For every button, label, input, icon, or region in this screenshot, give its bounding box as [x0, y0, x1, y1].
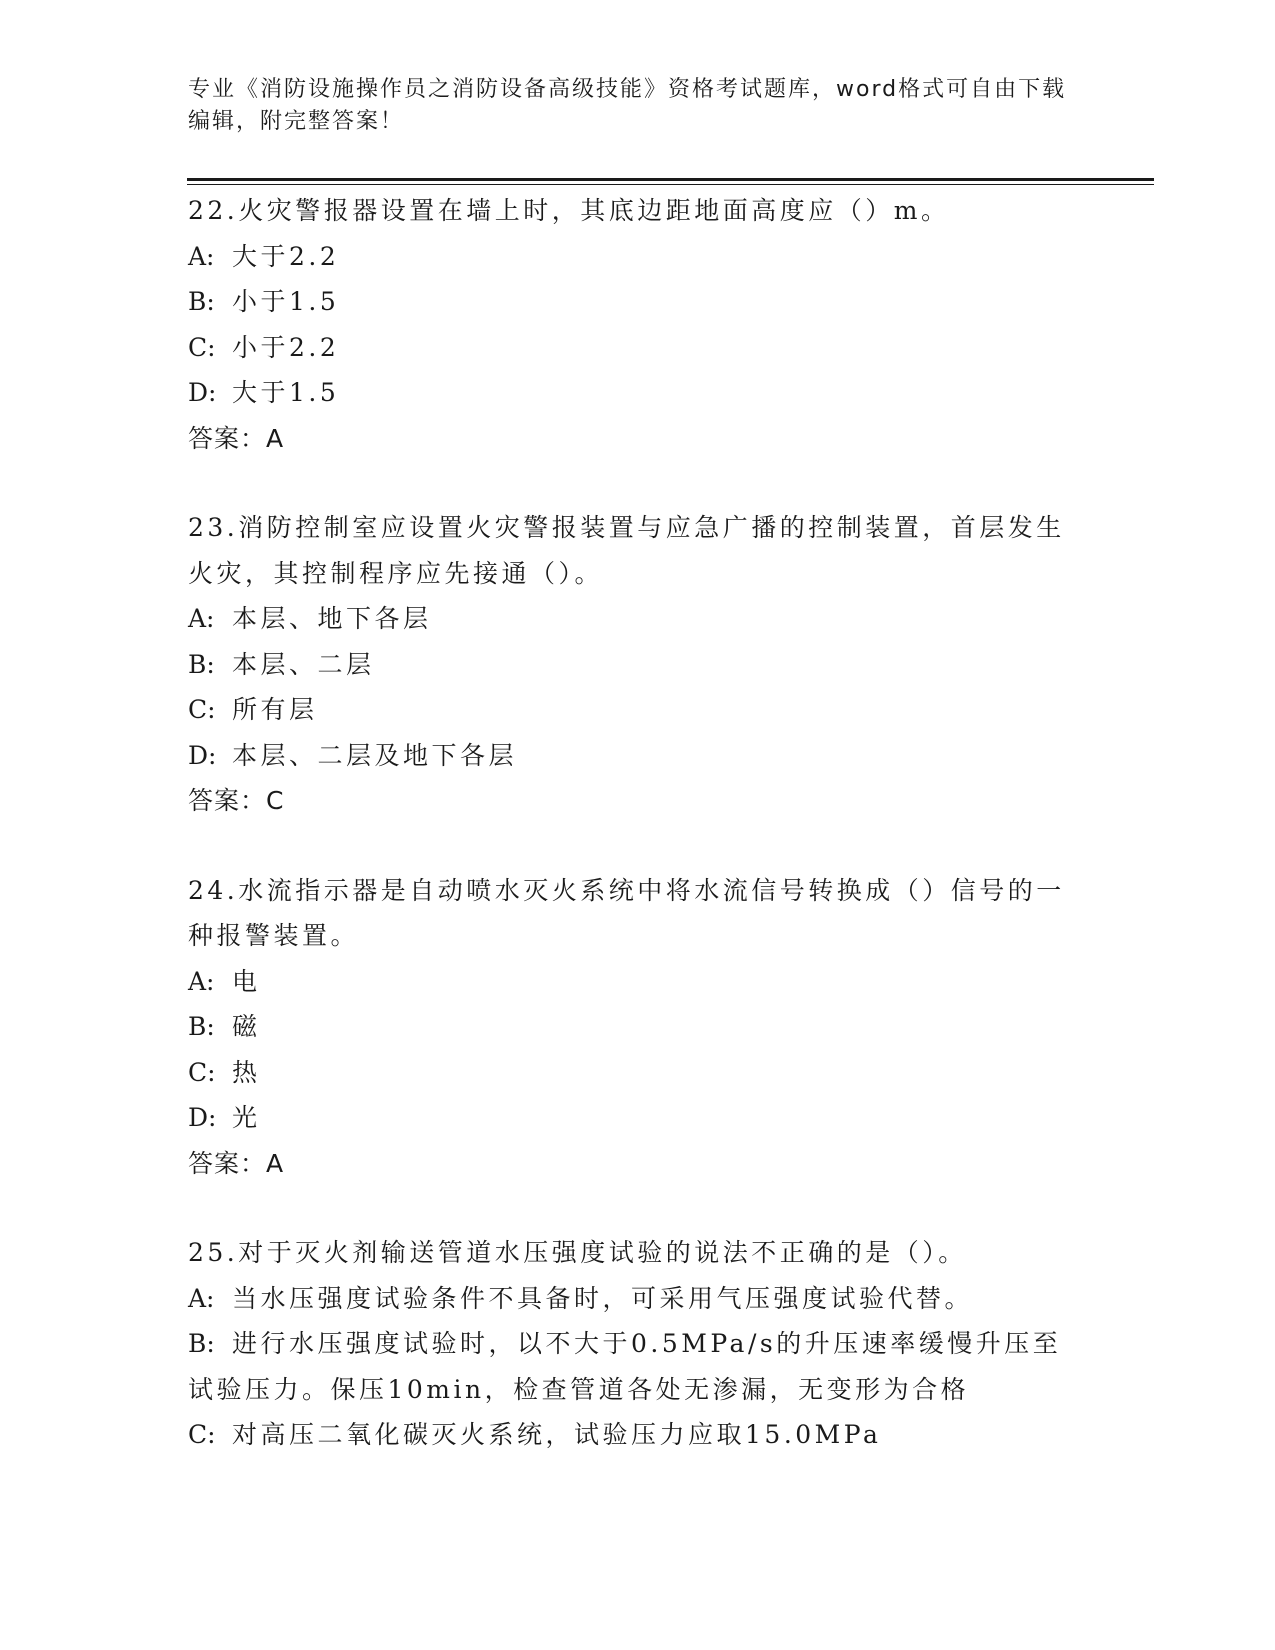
option-d [188, 733, 1088, 779]
option-c [188, 1050, 1088, 1096]
question-24 [188, 868, 1088, 1187]
option-text: 光 [232, 1103, 261, 1132]
option-d [188, 370, 1088, 416]
option-letter: C: [188, 332, 216, 362]
question-22 [188, 188, 1088, 461]
option-a [188, 959, 1088, 1005]
option-text: 小于1.5 [232, 287, 340, 316]
option-letter: B: [188, 1329, 215, 1358]
option-b [188, 1004, 1088, 1050]
option-text: 对高压二氧化碳灭火系统，试验压力应取15.0MPa [232, 1420, 882, 1449]
option-d [188, 1095, 1088, 1141]
question-23 [188, 505, 1088, 824]
answer-line: 答案：A [188, 423, 285, 453]
option-b [188, 279, 1088, 325]
question-stem: 22.火灾警报器设置在墙上时，其底边距地面高度应（）m。 [188, 196, 950, 225]
option-letter: B: [188, 649, 215, 679]
option-a [188, 1276, 1088, 1322]
option-letter: A: [188, 241, 215, 271]
option-letter: C: [188, 1057, 216, 1087]
option-b [188, 1321, 1088, 1412]
answer-line: 答案：A [188, 1148, 285, 1178]
option-text: 所有层 [232, 695, 318, 724]
answer-line: 答案：C [188, 786, 285, 815]
option-letter: A: [188, 604, 215, 633]
option-a [188, 596, 1088, 642]
question-stem: 25.对于灭火剂输送管道水压强度试验的说法不正确的是（）。 [188, 1238, 967, 1267]
option-text: 电 [232, 966, 261, 996]
option-text: 进行水压强度试验时，以不大于0.5MPa/s的升压速率缓慢升压至试验压力。保压10min，检查管道各处无渗漏，无变形为合格 [188, 1329, 1062, 1404]
question-stem: 24.水流指示器是自动喷水灭火系统中将水流信号转换成（）信号的一种报警装置。 [188, 875, 1065, 950]
document-intro: 专业《消防设施操作员之消防设备高级技能》资格考试题库，word格式可自由下载编辑，附完整答案！ [188, 77, 1067, 134]
option-text: 本层、二层及地下各层 [232, 740, 518, 770]
option-text: 磁 [232, 1012, 261, 1041]
header-rule-thick [187, 178, 1154, 181]
option-letter: A: [188, 966, 215, 996]
option-c [188, 687, 1088, 733]
option-letter: D: [188, 740, 217, 770]
header-rule-thin [187, 184, 1154, 185]
question-25 [188, 1230, 1088, 1458]
option-letter: C: [188, 695, 216, 724]
option-text: 当水压强度试验条件不具备时，可采用气压强度试验代替。 [232, 1283, 974, 1313]
question-stem: 23.消防控制室应设置火灾警报装置与应急广播的控制装置，首层发生火灾，其控制程序应先接通（）。 [188, 513, 1065, 588]
option-c [188, 325, 1088, 371]
option-letter: B: [188, 1012, 215, 1041]
option-c [188, 1412, 1088, 1458]
question-list [188, 188, 1088, 1502]
option-text: 大于2.2 [232, 241, 340, 271]
option-letter: D: [188, 378, 217, 407]
option-a [188, 234, 1088, 280]
option-text: 大于1.5 [232, 378, 340, 407]
option-letter: A: [188, 1283, 215, 1313]
option-text: 本层、二层 [232, 649, 375, 679]
option-letter: D: [188, 1103, 217, 1132]
option-text: 热 [232, 1057, 261, 1087]
option-b [188, 642, 1088, 688]
option-letter: C: [188, 1420, 216, 1449]
option-text: 小于2.2 [232, 332, 340, 362]
option-text: 本层、地下各层 [232, 604, 432, 633]
option-letter: B: [188, 287, 215, 316]
